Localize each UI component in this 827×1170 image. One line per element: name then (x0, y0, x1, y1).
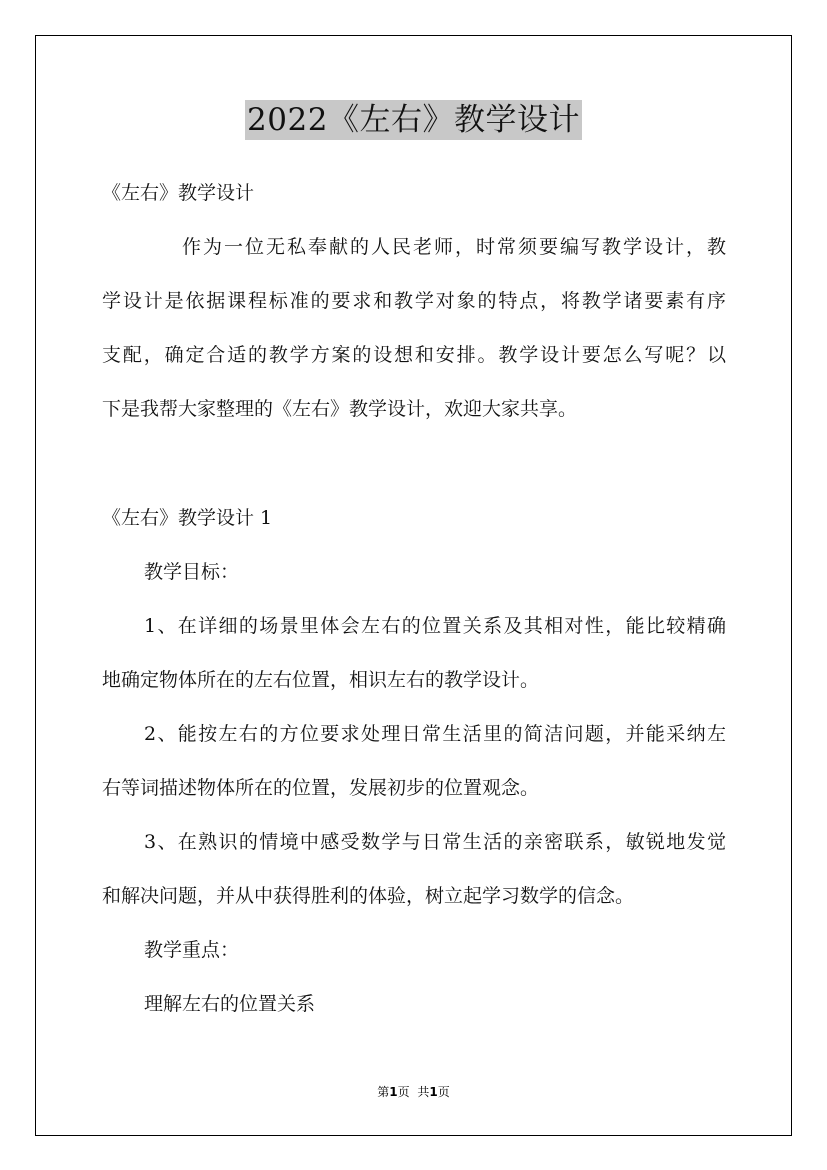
goal-3 (102, 815, 726, 923)
page-suffix: 页 (397, 1085, 410, 1099)
goal-2 (102, 707, 726, 815)
key-point (102, 977, 726, 1031)
subtitle-text: 《左右》教学设计 (102, 182, 255, 204)
total-pages: 1 (429, 1085, 438, 1099)
intro-line-3: 支配，确定合适的教学方案的设想和安排。教学设计要怎么写呢？以 (102, 344, 726, 366)
intro-line-4: 下是我帮大家整理的《左右》教学设计，欢迎大家共享。 (102, 398, 578, 420)
goals-label (102, 545, 726, 599)
goal-1-line-2: 地确定物体所在的左右位置，相识左右的教学设计。 (102, 669, 540, 691)
section-heading-text: 《左右》教学设计 1 (102, 507, 273, 529)
key-point-text: 理解左右的位置关系 (144, 993, 316, 1015)
document-title: 2022《左右》教学设计 (247, 102, 580, 138)
goal-2-line-2: 右等词描述物体所在的位置，发展初步的位置观念。 (102, 777, 540, 799)
intro-paragraph (102, 220, 726, 436)
key-label-text: 教学重点： (144, 939, 240, 961)
intro-line-2: 学设计是依据课程标准的要求和教学对象的特点，将教学诸要素有序 (102, 290, 726, 312)
total-suffix: 页 (437, 1085, 450, 1099)
goal-3-line-2: 和解决问题，并从中获得胜利的体验，树立起学习数学的信念。 (102, 885, 635, 907)
goal-1-line-1: 1、在详细的场景里体会左右的位置关系及其相对性，能比较精确 (144, 615, 726, 637)
key-label (102, 923, 726, 977)
page-prefix: 第 (377, 1085, 390, 1099)
goal-3-line-1: 3、在熟识的情境中感受数学与日常生活的亲密联系，敏锐地发觉 (144, 831, 726, 853)
goal-2-line-1: 2、能按左右的方位要求处理日常生活里的简洁问题，并能采纳左 (144, 723, 726, 745)
goals-label-text: 教学目标： (144, 561, 240, 583)
intro-line-1: 作为一位无私奉献的人民老师，时常须要编写教学设计，教 (182, 236, 726, 258)
total-prefix: 共 (417, 1085, 430, 1099)
title-container (0, 100, 827, 140)
page-number: 1 (389, 1085, 398, 1099)
subtitle (102, 166, 726, 220)
section-heading (102, 491, 726, 545)
goal-1 (102, 599, 726, 707)
page-footer (0, 1083, 827, 1100)
